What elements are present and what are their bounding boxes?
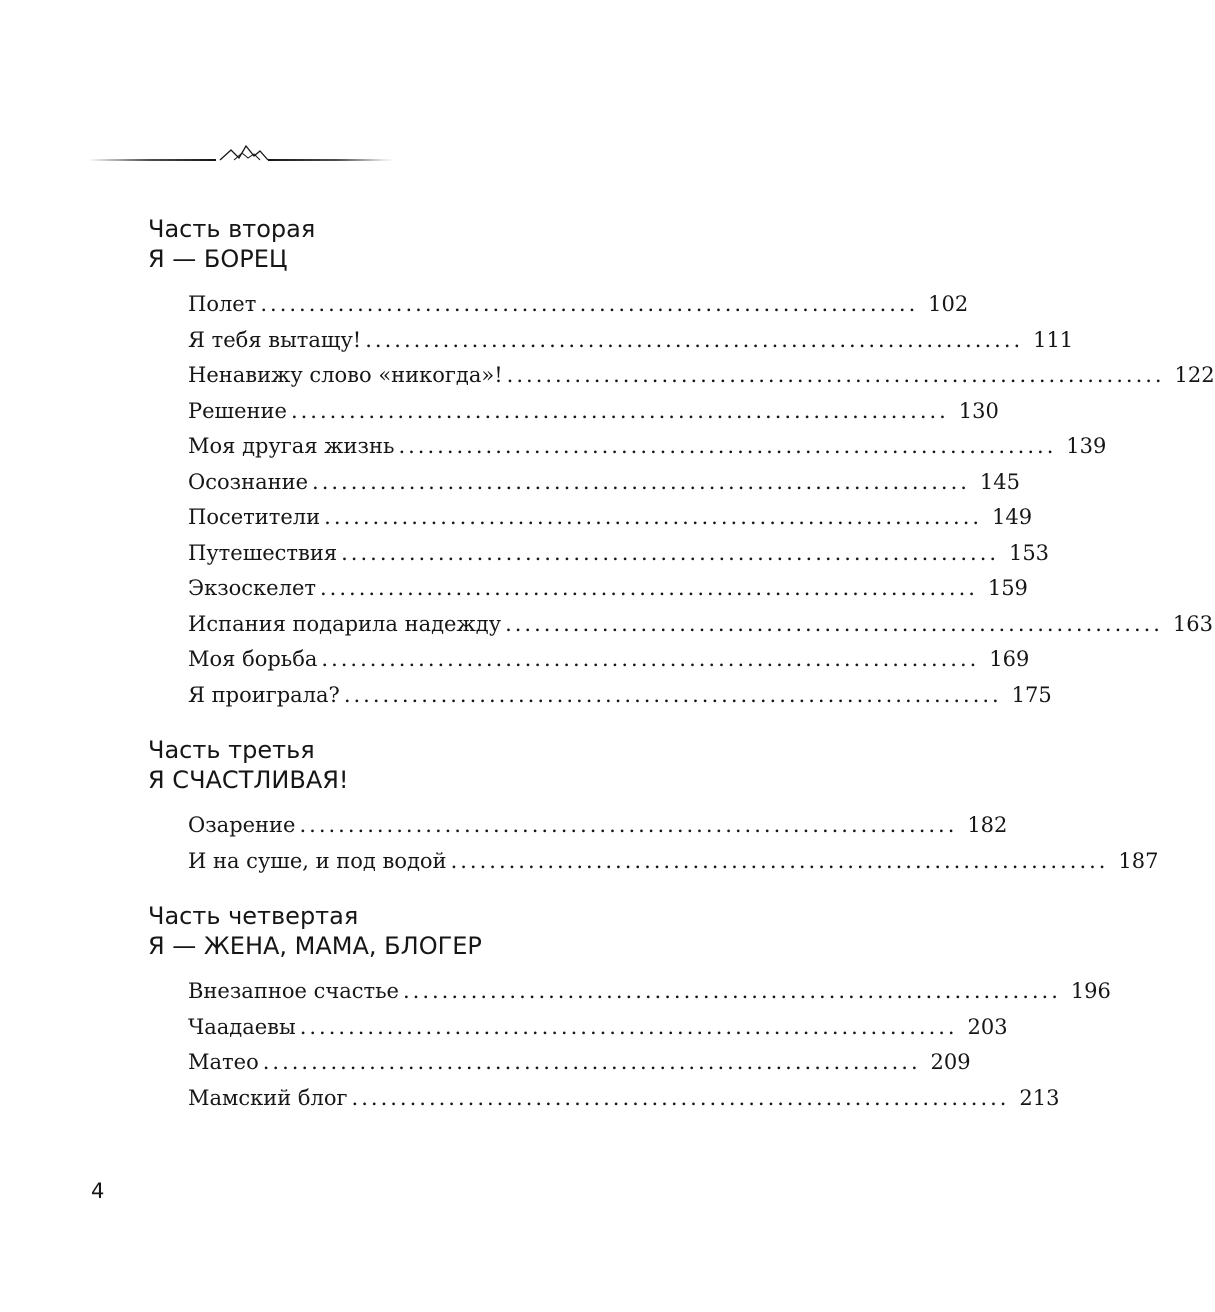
toc-entry-page: 149 bbox=[991, 505, 1033, 529]
toc-entry-title: Экзоскелет bbox=[188, 576, 316, 600]
toc-list bbox=[188, 287, 1215, 713]
toc-entry[interactable] bbox=[188, 323, 1074, 359]
part-section bbox=[148, 901, 1111, 1116]
toc-entry-page: 213 bbox=[1019, 1085, 1060, 1110]
toc-entry[interactable] bbox=[188, 642, 1030, 678]
dot-leader: .................................................................... bbox=[260, 292, 919, 316]
toc-entry[interactable] bbox=[188, 1045, 971, 1081]
dot-leader: .................................................................... bbox=[506, 363, 1165, 387]
toc-entry-title: Чаадаевы bbox=[188, 1014, 296, 1039]
dot-leader: .................................................................... bbox=[324, 505, 983, 529]
toc-entry-page: 169 bbox=[989, 647, 1030, 671]
part-label: Часть третья bbox=[148, 736, 315, 764]
dot-leader: .................................................................... bbox=[299, 813, 958, 837]
toc-entry-page: 196 bbox=[1070, 979, 1111, 1003]
part-section bbox=[148, 214, 1215, 713]
toc-entry[interactable] bbox=[188, 974, 1111, 1010]
dot-leader: .................................................................... bbox=[321, 647, 980, 671]
toc-entry[interactable] bbox=[188, 536, 1050, 572]
toc-entry[interactable] bbox=[188, 571, 1028, 607]
dot-leader: .................................................................... bbox=[505, 611, 1163, 636]
toc-entry[interactable] bbox=[188, 394, 999, 430]
toc-entry[interactable] bbox=[188, 287, 969, 323]
dot-leader: .................................................................... bbox=[351, 1085, 1010, 1110]
dot-leader: .................................................................... bbox=[398, 434, 1057, 458]
toc-entry-page: 163 bbox=[1172, 611, 1213, 636]
toc-entry-title: Путешествия bbox=[188, 540, 338, 565]
toc-entry[interactable] bbox=[188, 500, 1033, 536]
dot-leader: .................................................................... bbox=[262, 1050, 921, 1074]
toc-entry[interactable] bbox=[188, 678, 1052, 714]
part-title: Я СЧАСТЛИВАЯ! bbox=[148, 766, 349, 794]
toc-entry-title: Моя борьба bbox=[188, 647, 318, 671]
dot-leader: .................................................................... bbox=[299, 1014, 958, 1039]
toc-entry-page: 159 bbox=[987, 576, 1028, 600]
toc-entry-page: 122 bbox=[1174, 363, 1215, 387]
dot-leader: .................................................................... bbox=[320, 576, 978, 600]
toc-entry-title: Мамский блог bbox=[188, 1085, 348, 1110]
part-title: Я — ЖЕНА, МАМА, БЛОГЕР bbox=[148, 932, 482, 960]
toc-entry[interactable] bbox=[188, 1081, 1060, 1117]
toc-entry-page: 102 bbox=[928, 292, 969, 316]
dot-leader: .................................................................... bbox=[341, 540, 1000, 565]
dot-leader: .................................................................... bbox=[290, 398, 949, 423]
toc-entry-page: 145 bbox=[979, 469, 1020, 494]
toc-entry-page: 111 bbox=[1033, 327, 1074, 352]
toc-entry-title: Осознание bbox=[188, 469, 309, 494]
toc-entry-title: Я тебя вытащу! bbox=[188, 327, 362, 352]
toc-entry-title: Внезапное счастье bbox=[188, 979, 399, 1003]
toc-entry-title: Посетители bbox=[188, 505, 321, 529]
toc-list bbox=[188, 808, 1159, 879]
toc-entry[interactable] bbox=[188, 844, 1159, 880]
part-label: Часть четвертая bbox=[148, 902, 359, 930]
toc-entry-page: 130 bbox=[958, 398, 999, 423]
toc-entry[interactable] bbox=[188, 607, 1213, 643]
toc-entry[interactable] bbox=[188, 358, 1215, 394]
mountains-divider-icon bbox=[88, 140, 394, 166]
toc-entry[interactable] bbox=[188, 429, 1107, 465]
dot-leader: .................................................................... bbox=[312, 469, 970, 494]
dot-leader: .................................................................... bbox=[402, 979, 1061, 1003]
part-label: Часть вторая bbox=[148, 215, 316, 243]
toc-entry-page: 175 bbox=[1011, 682, 1052, 707]
toc-entry-title: И на суше, и под водой bbox=[188, 848, 447, 873]
toc-list bbox=[188, 974, 1111, 1116]
toc-entry-title: Моя другая жизнь bbox=[188, 434, 395, 458]
toc-entry-page: 153 bbox=[1008, 540, 1050, 565]
toc-entry-page: 203 bbox=[967, 1014, 1008, 1039]
toc-entry-title: Решение bbox=[188, 398, 287, 423]
page-number: 4 bbox=[91, 1179, 105, 1203]
toc-entry[interactable] bbox=[188, 808, 1008, 844]
toc-entry[interactable] bbox=[188, 465, 1020, 501]
toc-entry-page: 139 bbox=[1066, 434, 1107, 458]
part-section bbox=[148, 735, 1159, 879]
toc-entry-page: 182 bbox=[967, 813, 1008, 837]
toc-entry-title: Ненавижу слово «никогда»! bbox=[188, 363, 503, 387]
toc-entry-page: 209 bbox=[930, 1050, 971, 1074]
toc-entry[interactable] bbox=[188, 1010, 1008, 1046]
dot-leader: .................................................................... bbox=[365, 327, 1024, 352]
dot-leader: .................................................................... bbox=[343, 682, 1002, 707]
toc-entry-title: Полет bbox=[188, 292, 257, 316]
dot-leader: .................................................................... bbox=[450, 848, 1109, 873]
toc-entry-title: Я проиграла? bbox=[188, 682, 340, 707]
toc-entry-title: Испания подарила надежду bbox=[188, 611, 502, 636]
part-title: Я — БОРЕЦ bbox=[148, 245, 288, 273]
toc-entry-title: Матео bbox=[188, 1050, 259, 1074]
toc-entry-page: 187 bbox=[1118, 848, 1159, 873]
toc-entry-title: Озарение bbox=[188, 813, 296, 837]
